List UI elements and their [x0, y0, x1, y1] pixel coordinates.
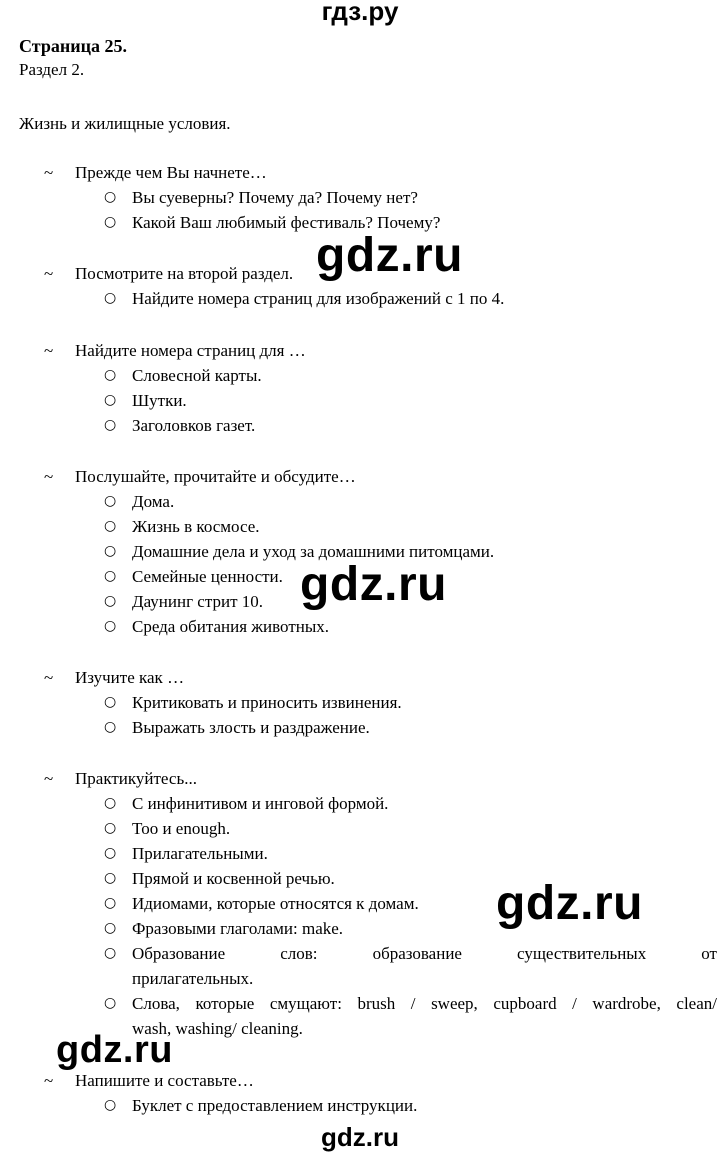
circle-bullet-icon: ○ [104, 845, 117, 861]
circle-bullet-icon: ○ [104, 920, 117, 936]
list-item: Среда обитания животных. [132, 617, 330, 636]
list-item-line: Образование слов: образование существительных от [132, 944, 717, 963]
circle-bullet-icon: ○ [104, 367, 117, 383]
list-item [132, 941, 717, 991]
list-item: Критиковать и приносить извинения. [132, 693, 402, 712]
circle-bullet-icon: ○ [104, 568, 117, 584]
list-item-line: Слова, которые смущают: brush / sweep, cupboard / wardrobe, clean/ [132, 994, 717, 1013]
list-item-line: wash, washing/ cleaning. [132, 1019, 303, 1038]
circle-bullet-icon: ○ [104, 392, 117, 408]
list-item: Прилагательными. [132, 844, 268, 863]
circle-bullet-icon: ○ [104, 543, 117, 559]
circle-bullet-icon: ○ [104, 895, 117, 911]
circle-bullet-icon: ○ [104, 593, 117, 609]
circle-bullet-icon: ○ [104, 795, 117, 811]
circle-bullet-icon: ○ [104, 417, 117, 433]
list-item: Найдите номера страниц для изображений с 1 по 4. [132, 289, 505, 308]
circle-bullet-icon: ○ [104, 995, 117, 1011]
bullet-block [44, 464, 684, 639]
list-item: Фразовыми глаголами: make. [132, 919, 344, 938]
circle-bullet-icon: ○ [104, 518, 117, 534]
site-footer: gdz.ru [321, 1122, 399, 1152]
watermark: gdz.ru [56, 1029, 173, 1071]
circle-bullet-icon: ○ [104, 618, 117, 634]
list-item: Выражать злость и раздражение. [132, 718, 370, 737]
tilde-bullet-icon: ~ [44, 264, 54, 283]
tilde-bullet-icon: ~ [44, 668, 54, 687]
list-item: Какой Ваш любимый фестиваль? Почему? [132, 213, 441, 232]
tilde-bullet-icon: ~ [44, 467, 54, 486]
bullet-heading: Напишите и составьте… [75, 1071, 254, 1090]
circle-bullet-icon: ○ [104, 719, 117, 735]
bullet-heading: Найдите номера страниц для … [75, 341, 306, 360]
site-header: гдз.ру [321, 0, 399, 26]
bullet-block [44, 1068, 684, 1118]
list-item: Домашние дела и уход за домашними питомцами. [132, 542, 495, 561]
section-label: Раздел 2. [19, 60, 85, 79]
circle-bullet-icon: ○ [104, 214, 117, 230]
list-item: С инфинитивом и инговой формой. [132, 794, 389, 813]
watermark: gdz.ru [300, 558, 447, 611]
list-item: Словесной карты. [132, 366, 262, 385]
circle-bullet-icon: ○ [104, 820, 117, 836]
list-item: Прямой и косвенной речью. [132, 869, 335, 888]
tilde-bullet-icon: ~ [44, 163, 54, 182]
list-item: Вы суеверны? Почему да? Почему нет? [132, 188, 418, 207]
list-item: Заголовков газет. [132, 416, 256, 435]
tilde-bullet-icon: ~ [44, 769, 54, 788]
topic-title: Жизнь и жилищные условия. [19, 114, 231, 133]
list-item: Семейные ценности. [132, 567, 283, 586]
bullet-heading: Посмотрите на второй раздел. [75, 264, 294, 283]
list-item: Даунинг стрит 10. [132, 592, 264, 611]
tilde-bullet-icon: ~ [44, 1071, 54, 1090]
list-item: Идиомами, которые относятся к домам. [132, 894, 419, 913]
bullet-heading: Послушайте, прочитайте и обсудите… [75, 467, 356, 486]
circle-bullet-icon: ○ [104, 1097, 117, 1113]
circle-bullet-icon: ○ [104, 945, 117, 961]
tilde-bullet-icon: ~ [44, 341, 54, 360]
list-item-line: прилагательных. [132, 969, 254, 988]
page-title: Страница 25. [19, 36, 127, 56]
bullet-block [44, 160, 684, 235]
circle-bullet-icon: ○ [104, 694, 117, 710]
list-item: Жизнь в космосе. [132, 517, 260, 536]
circle-bullet-icon: ○ [104, 870, 117, 886]
list-item: Too и enough. [132, 819, 231, 838]
bullet-heading: Изучите как … [75, 668, 185, 687]
circle-bullet-icon: ○ [104, 493, 117, 509]
bullet-block [44, 665, 684, 740]
bullet-heading: Прежде чем Вы начнете… [75, 163, 267, 182]
list-item: Дома. [132, 492, 175, 511]
watermark: gdz.ru [496, 877, 643, 930]
watermark: gdz.ru [316, 229, 463, 282]
list-item [132, 991, 717, 1041]
circle-bullet-icon: ○ [104, 290, 117, 306]
list-item: Буклет с предоставлением инструкции. [132, 1096, 418, 1115]
circle-bullet-icon: ○ [104, 189, 117, 205]
bullet-heading: Практикуйтесь... [75, 769, 197, 788]
bullet-block [44, 338, 684, 438]
list-item: Шутки. [132, 391, 187, 410]
